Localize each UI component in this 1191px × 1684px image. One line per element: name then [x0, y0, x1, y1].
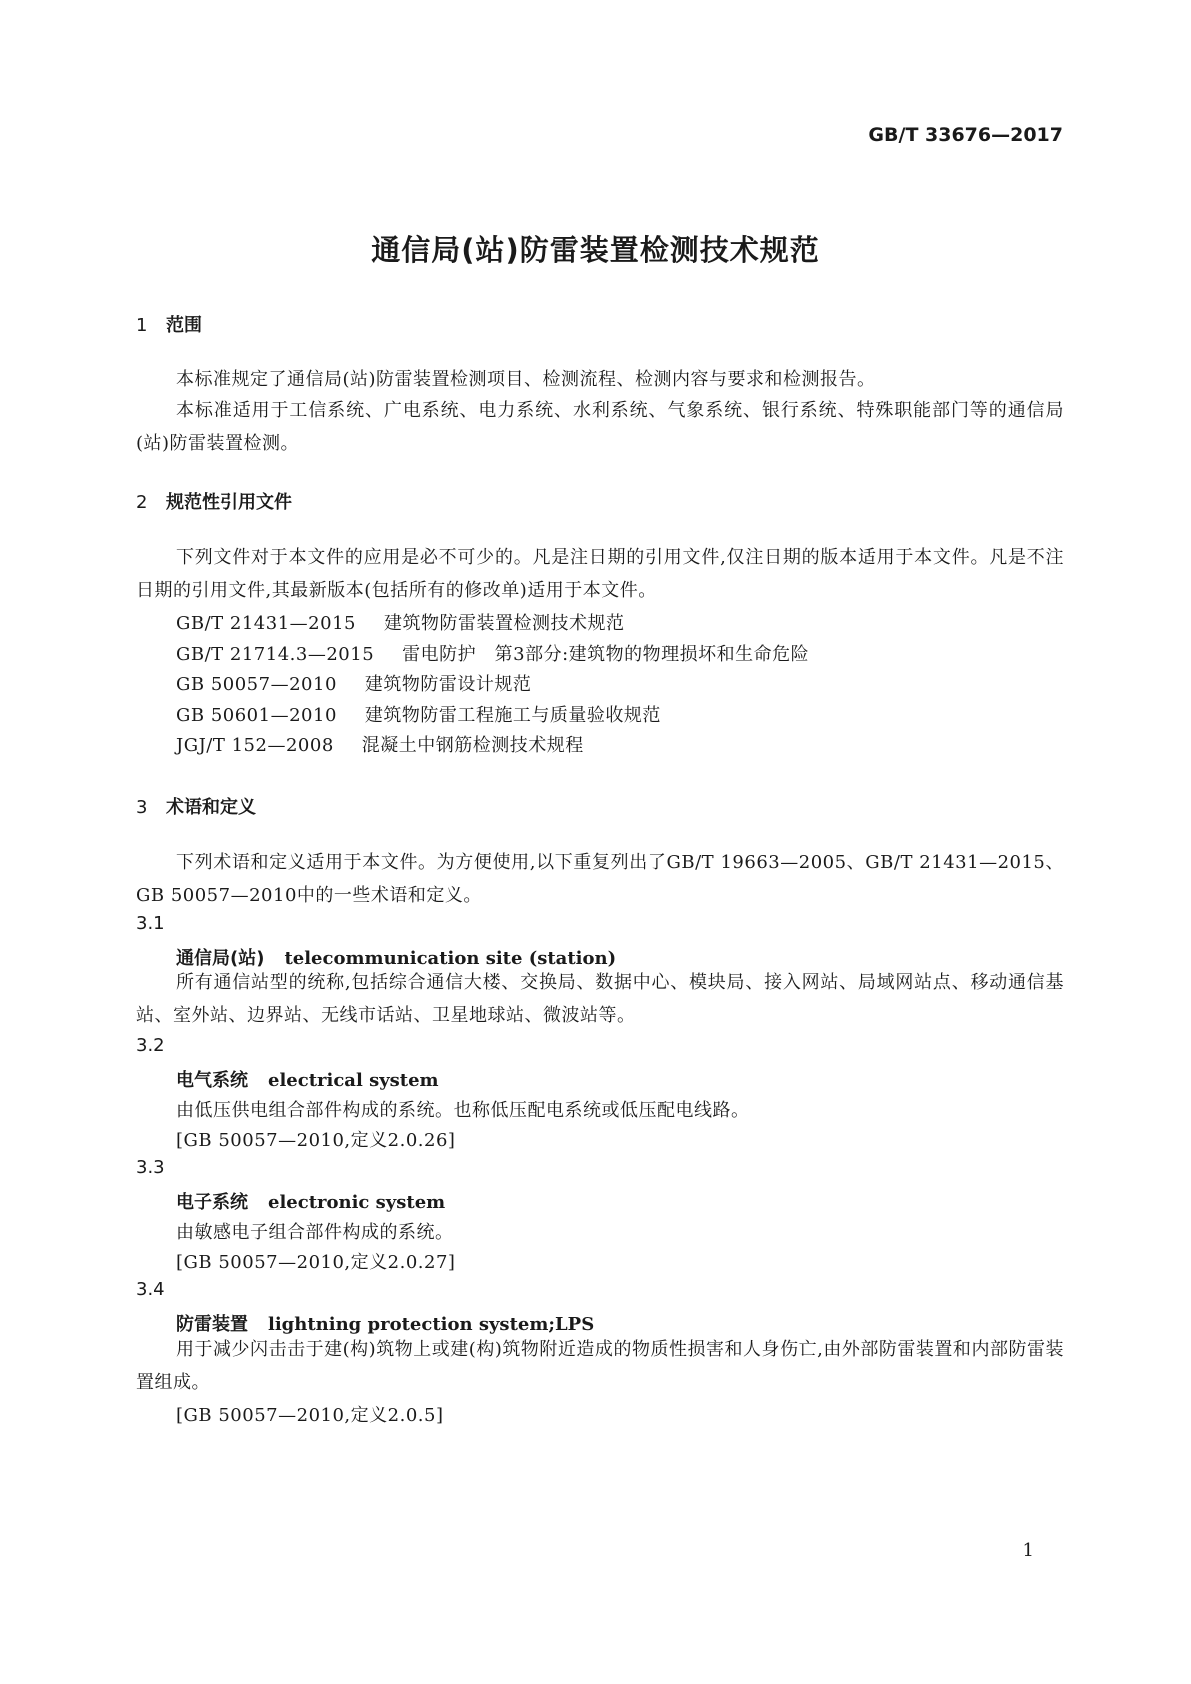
reference-code: GB 50057—2010: [176, 674, 337, 695]
term-en: electrical system: [268, 1070, 439, 1091]
reference-code: GB 50601—2010: [176, 705, 337, 726]
term-number: 3.1: [136, 913, 165, 934]
term-en: telecommunication site (station): [284, 948, 617, 969]
reference-code: JGJ/T 152—2008: [176, 735, 334, 756]
term-zh: 通信局(站): [176, 948, 265, 969]
term-heading: [176, 1188, 445, 1214]
term-definition: 由敏感电子组合部件构成的系统。: [176, 1222, 454, 1243]
reference-item: [176, 701, 661, 727]
term-source: [GB 50057—2010,定义2.0.27]: [176, 1252, 456, 1273]
standard-code: GB/T 33676—2017: [868, 124, 1063, 146]
reference-item: [176, 640, 809, 666]
term-number: 3.3: [136, 1157, 165, 1178]
reference-item: [176, 670, 531, 696]
term-definition: 用于减少闪击击于建(构)筑物上或建(构)筑物附近造成的物质性损害和人身伤亡,由外部防雷装置和内部防雷装置组成。: [136, 1339, 1064, 1393]
section-number: 1: [136, 315, 148, 336]
term-zh: 防雷装置: [176, 1314, 248, 1335]
page-number: 1: [1022, 1540, 1034, 1561]
section-title: 规范性引用文件: [166, 492, 292, 513]
term-zh: 电气系统: [176, 1070, 248, 1091]
reference-title: 建筑物防雷装置检测技术规范: [383, 613, 625, 634]
term-definition: 所有通信站型的统称,包括综合通信大楼、交换局、数据中心、模块局、接入网站、局域网站点、移动通信基站、室外站、边界站、无线市话站、卫星地球站、微波站等。: [136, 972, 1064, 1026]
section-heading-3: [136, 793, 256, 819]
term-en: lightning protection system;LPS: [268, 1314, 595, 1335]
term-definition: 由低压供电组合部件构成的系统。也称低压配电系统或低压配电线路。: [176, 1100, 750, 1121]
section-heading-2: [136, 488, 292, 514]
reference-code: GB/T 21714.3—2015: [176, 644, 375, 665]
reference-code: GB/T 21431—2015: [176, 613, 356, 634]
reference-title: 建筑物防雷工程施工与质量验收规范: [364, 705, 661, 726]
paragraph: 本标准适用于工信系统、广电系统、电力系统、水利系统、气象系统、银行系统、特殊职能部门等的通信局(站)防雷装置检测。: [136, 400, 1064, 454]
document-title: 通信局(站)防雷装置检测技术规范: [371, 233, 820, 267]
term-source: [GB 50057—2010,定义2.0.5]: [176, 1405, 444, 1426]
reference-item: [176, 609, 624, 635]
section-number: 3: [136, 797, 148, 818]
paragraph: 下列术语和定义适用于本文件。为方便使用,以下重复列出了GB/T 19663—2005、GB/T 21431—2015、GB 50057—2010中的一些术语和定义。: [136, 852, 1064, 906]
reference-item: [176, 731, 584, 757]
section-title: 术语和定义: [166, 797, 256, 818]
section-number: 2: [136, 492, 148, 513]
section-title: 范围: [166, 315, 202, 336]
term-zh: 电子系统: [176, 1192, 248, 1213]
paragraph: 下列文件对于本文件的应用是必不可少的。凡是注日期的引用文件,仅注日期的版本适用于本文件。凡是不注日期的引用文件,其最新版本(包括所有的修改单)适用于本文件。: [136, 547, 1064, 601]
reference-title: 建筑物防雷设计规范: [364, 674, 532, 695]
reference-title: 雷电防护 第3部分:建筑物的物理损坏和生命危险: [402, 644, 810, 665]
reference-title: 混凝土中钢筋检测技术规程: [361, 735, 584, 756]
term-heading: [176, 1066, 439, 1092]
term-source: [GB 50057—2010,定义2.0.26]: [176, 1130, 456, 1151]
paragraph: 本标准规定了通信局(站)防雷装置检测项目、检测流程、检测内容与要求和检测报告。: [176, 369, 876, 390]
term-number: 3.4: [136, 1279, 165, 1300]
term-number: 3.2: [136, 1035, 165, 1056]
term-en: electronic system: [268, 1192, 446, 1213]
section-heading-1: [136, 311, 202, 337]
